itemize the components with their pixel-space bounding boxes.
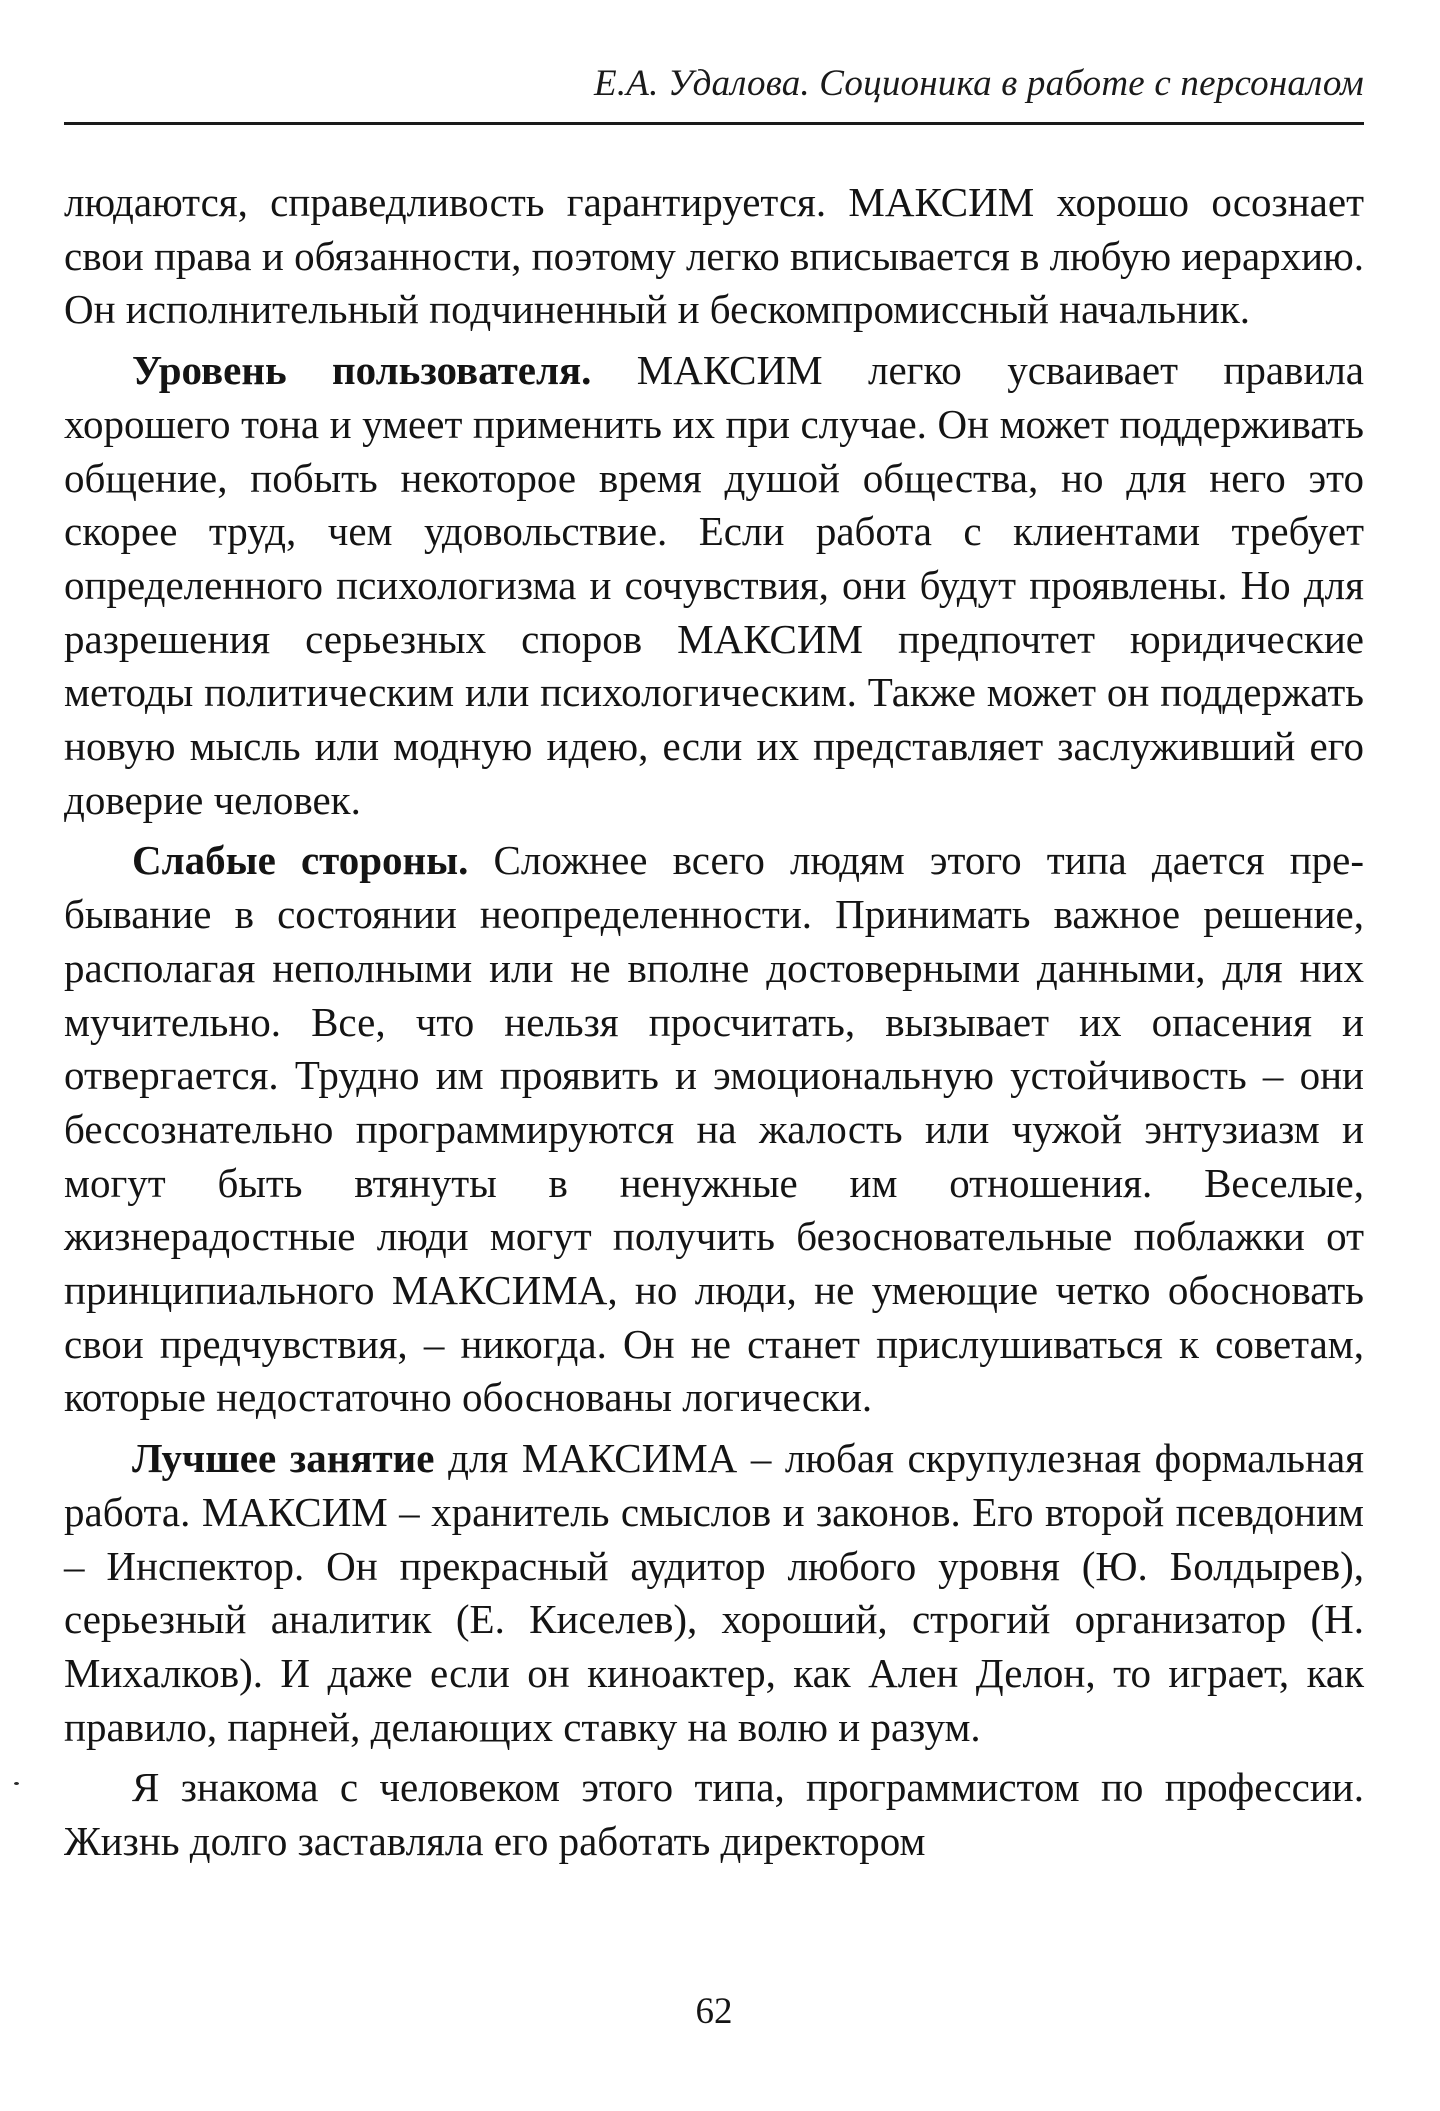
paragraph-lead: Лучшее занятие bbox=[132, 1435, 435, 1482]
paragraph-text: Сложнее всего людям этого типа дается пребывание в состоянии неопределенности. Принимать важное решение, располагая неполными или не вполне достоверными данными, для них мучительно. Все, что нельзя просчитать, вызывает их опасения и отвергается. Трудно им проявить и эмоциональную устойчивость – они бессознательно программируются на жалость или чужой энтузиазм и могут быть втянуты в ненужные им отношения. Веселые, жизнерадостные люди могут получить безосновательные поблажки от принципиального МАКСИМА, но люди, не умеющие четко обосновать свои предчувствия, – никогда. Он не станет прислушиваться к советам, которые недостаточно обоснованы логически. bbox=[64, 837, 1364, 1421]
header-rule bbox=[64, 122, 1364, 125]
paragraph-best-occupation bbox=[64, 1432, 1364, 1754]
page-body bbox=[64, 176, 1364, 1869]
paragraph-acquaintance bbox=[64, 1761, 1364, 1868]
paragraph-text: людаются, справедливость гарантируется. МАКСИМ хорошо осознает свои права и обязанности, поэтому легко вписывается в любую иерархию. Он исполнительный подчиненный и бескомпромиссный начальник. bbox=[64, 179, 1364, 333]
paragraph-weak-sides bbox=[64, 834, 1364, 1425]
paragraph-continuation bbox=[64, 176, 1364, 337]
page-number: 62 bbox=[695, 1991, 733, 2032]
paragraph-text: МАКСИМ легко усваивает правила хорошего тона и умеет применить их при случае. Он может поддерживать общение, побыть некоторое время душой общества, но для него это скорее труд, чем удовольствие. Если работа с клиентами требует определенного психологизма и сочувствия, они будут проявлены. Но для разрешения серьезных споров МАКСИМ предпочтет юридические методы политическим или психологическим. Также может он поддержать новую мысль или модную идею, если их представляет заслуживший его доверие человек. bbox=[64, 347, 1364, 823]
paragraph-text: Я знакома с человеком этого типа, программистом по профессии. Жизнь долго заставляла его работать директором bbox=[64, 1764, 1364, 1865]
running-head: Е.А. Удалова. Соционика в работе с персоналом bbox=[594, 63, 1364, 104]
paragraph-lead: Уровень пользователя. bbox=[132, 347, 592, 394]
print-speck bbox=[14, 1782, 19, 1785]
paragraph-user-level bbox=[64, 344, 1364, 827]
book-page bbox=[64, 0, 1364, 2111]
paragraph-text: для МАКСИМА – любая скрупулезная формальная работа. МАКСИМ – хранитель смыслов и законов. Его второй псевдоним – Инспектор. Он прекрасный аудитор любого уровня (Ю. Болдырев), серьезный аналитик (Е. Киселев), хороший, строгий организатор (Н. Михалков). И даже если он киноактер, как Ален Делон, то играет, как правило, парней, делающих ставку на волю и разум. bbox=[64, 1435, 1364, 1750]
paragraph-lead: Слабые стороны. bbox=[132, 837, 469, 884]
